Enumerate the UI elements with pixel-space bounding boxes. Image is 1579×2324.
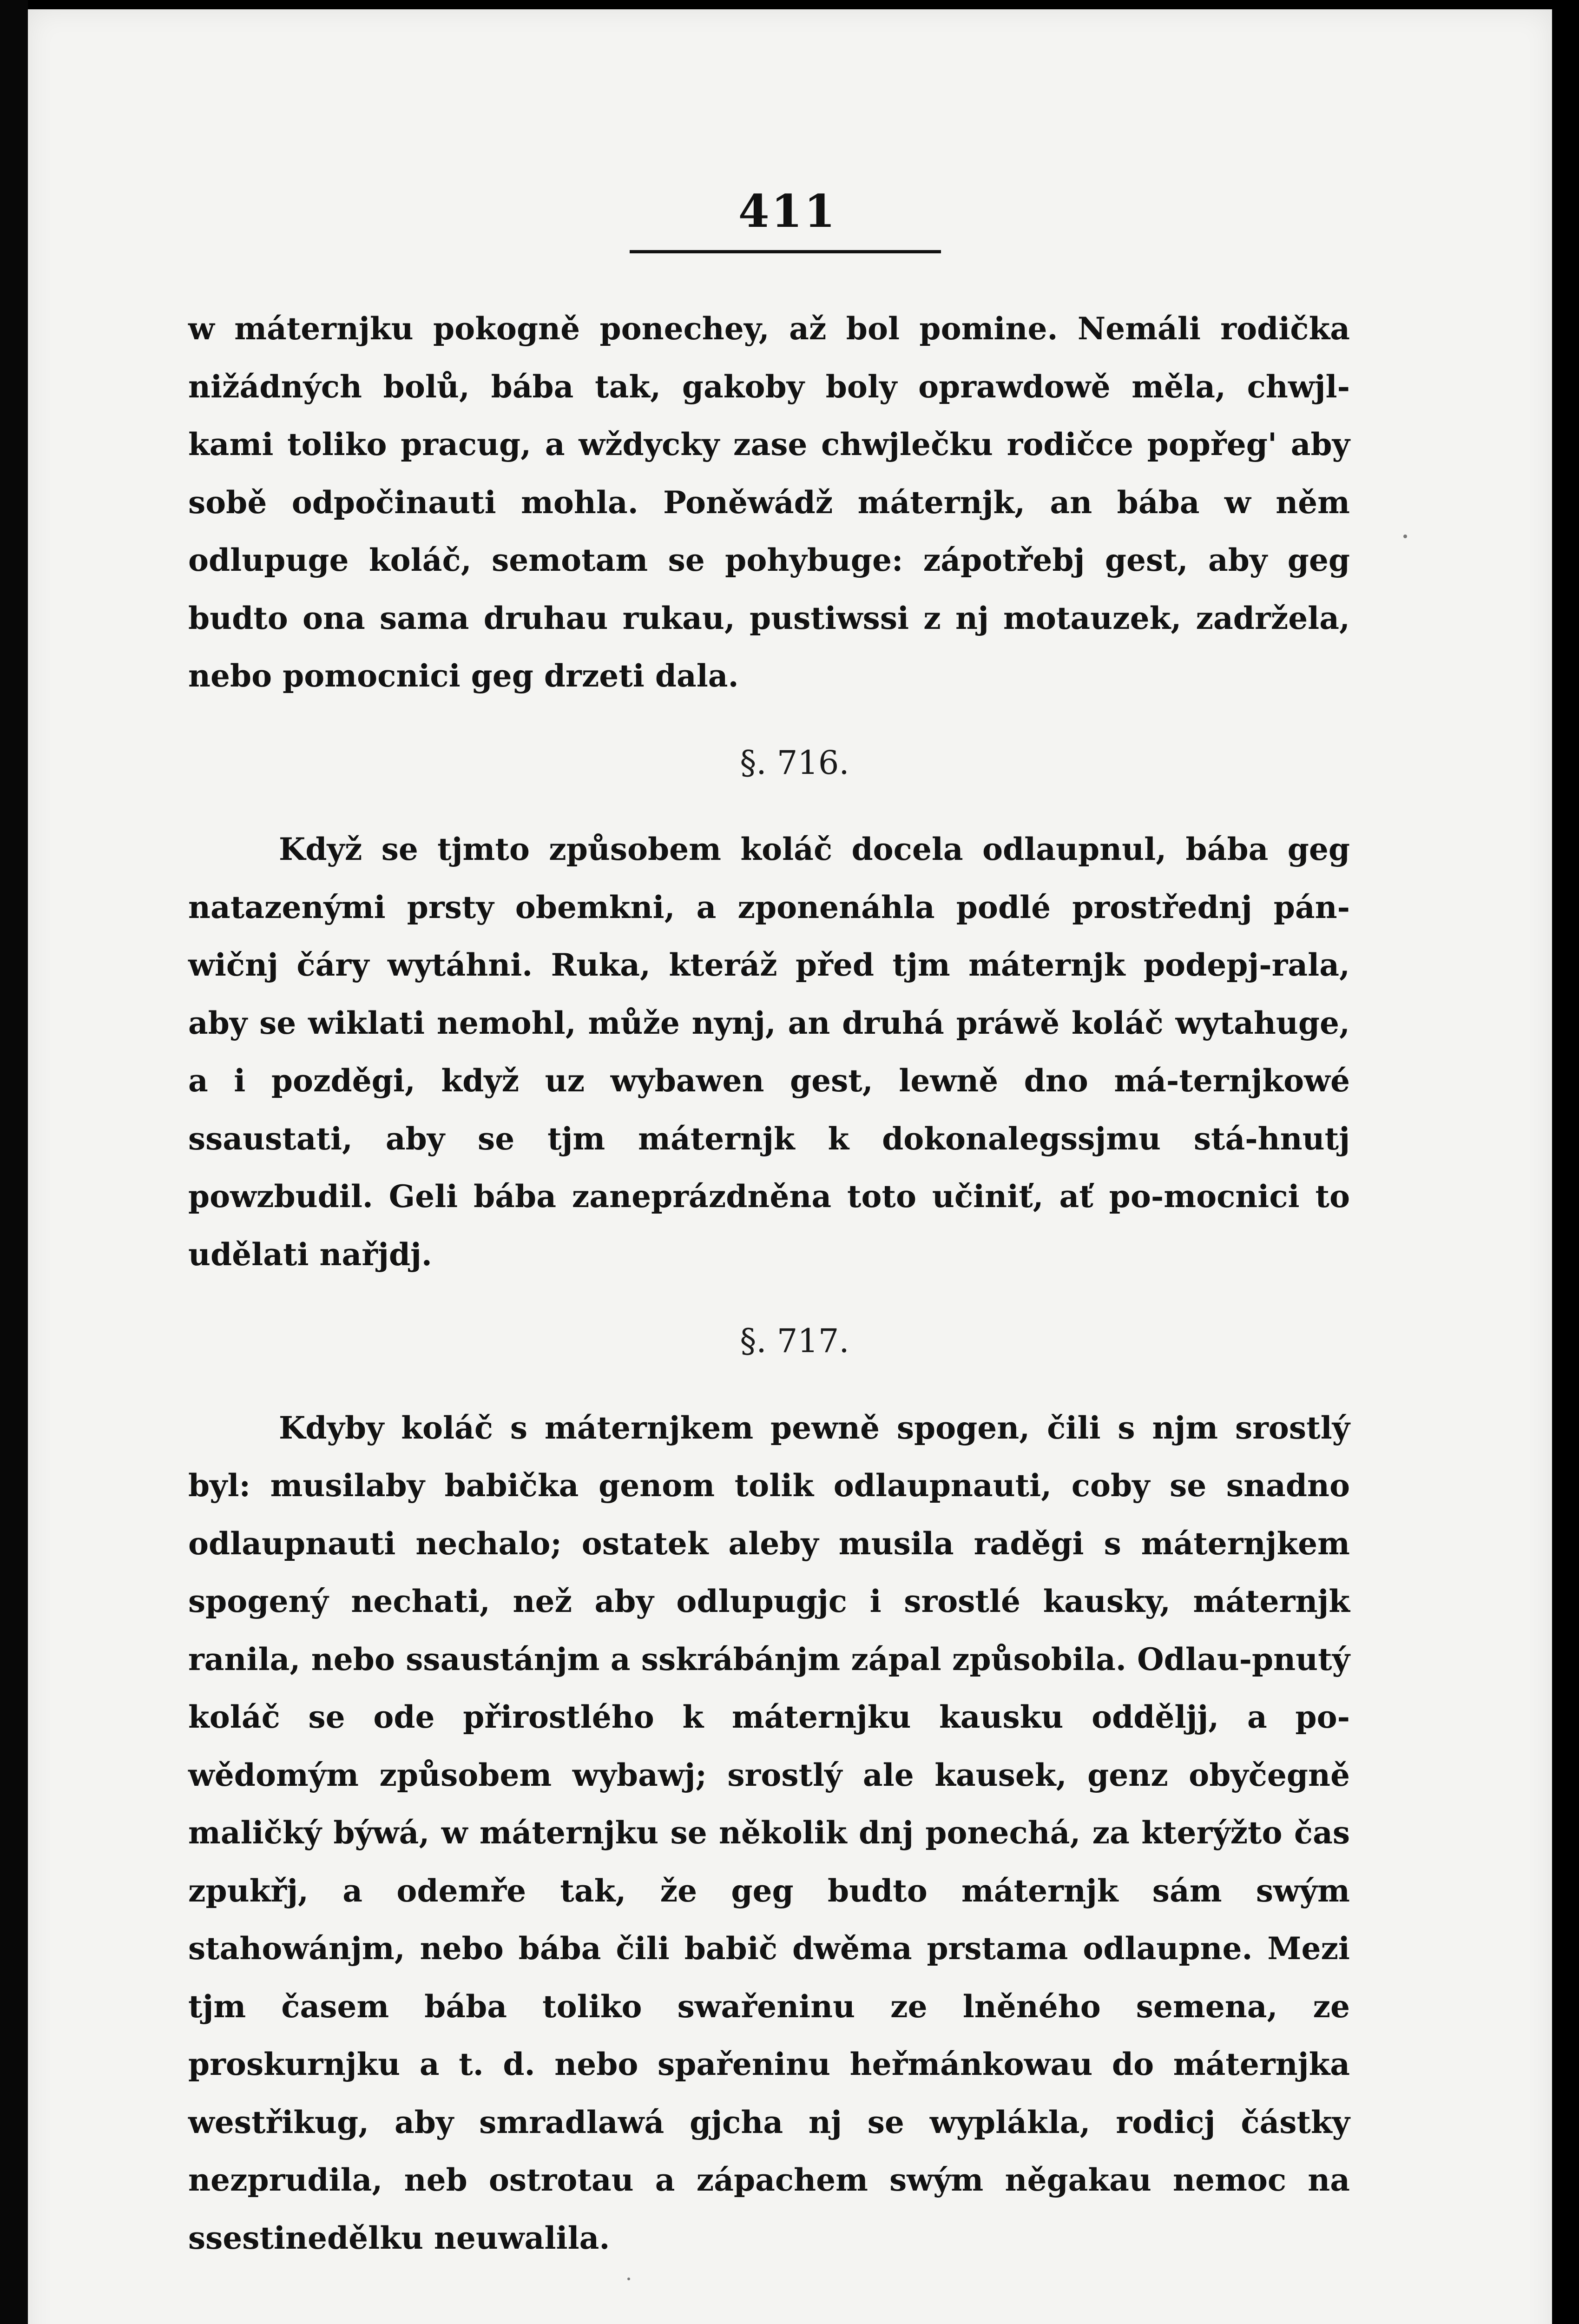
section-heading-717: §. 717. [740, 1322, 849, 1360]
section-heading-716: §. 716. [740, 743, 849, 782]
paragraph-716: Když se tjmto způsobem koláč docela odlaupnul, bába geg natazenými prsty obemkni, a zponenáhla podlé prostřednj pán-wičnj čáry wytáhni. Ruka, kteráž před tjm máternjk podepj-rala, aby se wiklati nemohl, může nynj, an druhá práwě koláč wytahuge, a i pozděgi, když uz wybawen gest, lewně dno má-ternjkowé ssaustati, aby se tjm máternjk k dokonalegssjmu stá-hnutj powzbudil. Geli bába zaneprázdněna toto učiniť, ať po-mocnici to udělati nařjdj. [188, 831, 1350, 1273]
paragraph-continuation: w máternjku pokogně ponechey, až bol pomine. Nemáli rodička nižádných bolů, bába tak, gakoby boly oprawdowě měla, chwjl-kami toliko pracug, a wždycky zase chwjlečku rodičce popřeg' aby sobě odpočinauti mohla. Poněwádž máternjk, an bába w něm odlupuge koláč, semotam se pohybuge: zápotřebj gest, aby geg budto ona sama druhau rukau, pustiwssi z nj motauzek, zadrželа, nebo pomocnici geg drzeti dala. [188, 310, 1350, 694]
paper-speck [627, 2278, 630, 2280]
page-body [188, 300, 1350, 2267]
page-number: 411 [738, 185, 837, 238]
paper-speck [1403, 535, 1407, 538]
paragraph-717: Kdyby koláč s máternjkem pewně spogen, čili s njm srostlý byl: musilaby babička genom tolik odlaupnauti, coby se snadno odlaupnauti nechalo; ostatek aleby musila raděgi s máternjkem spogený nechati, než aby odlupugjc i srostlé kausky, máternjk ranila, nebo ssaustánjm a sskrábánjm zápal způsobila. Odlau-pnutý koláč se ode přirostlého k máternjku kausku odděljj, a po-wědomým způsobem wybawj; srostlý ale kausek, genz obyčegně maličký býwá, w máternjku se několik dnj ponechá, za kterýžto čas zpukřj, a odemře tak, že geg budto máternjk sám swým stahowánjm, nebo bába čili babič dwěma prstama odlaupne. Mezi tjm časem bába toliko swařeninu ze lněného semena, ze proskurnjku a t. d. nebo spařeninu heřmánkowau do máternjka westřikug, aby smradlawá gjcha nj se wypláklа, rodicj částky nezprudila, neb ostrotau a zápachem swým něgakau nemoc na ssestinedělku neuwalila. [188, 1409, 1350, 2256]
scan-border [0, 0, 28, 2324]
header-rule [630, 250, 941, 253]
book-page [28, 9, 1552, 2324]
